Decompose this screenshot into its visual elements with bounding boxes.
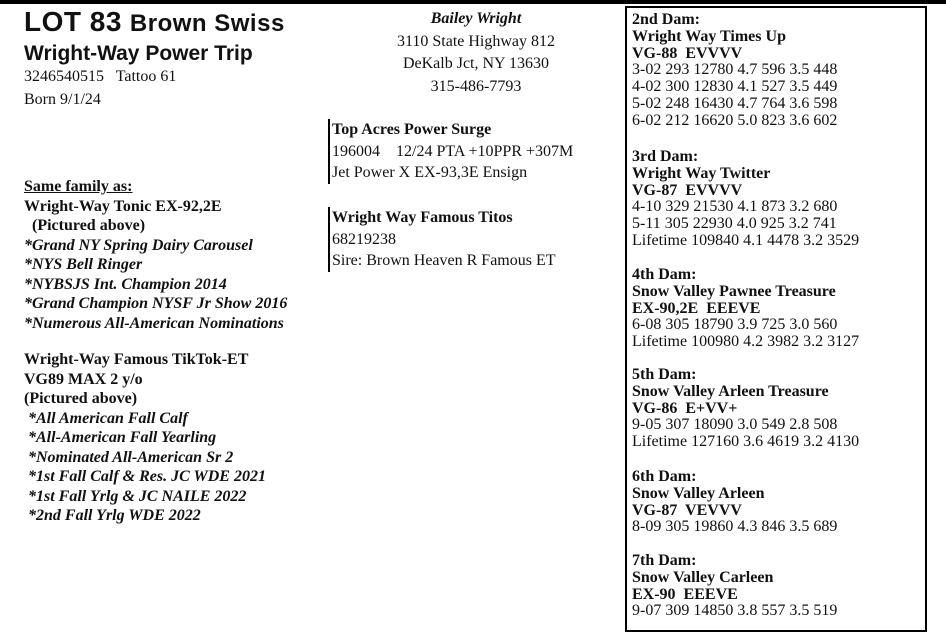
family-achievement: *NYS Bell Ringer — [24, 256, 143, 273]
dam-sire: Sire: Brown Heaven R Famous ET — [332, 252, 556, 269]
dam-record: Lifetime 127160 3.6 4619 3.2 4130 — [632, 433, 860, 451]
dam-record: 9-05 307 18090 3.0 549 2.8 508 — [632, 416, 838, 434]
tiktok-section — [24, 350, 266, 526]
family-achievement: *Grand Champion NYSF Jr Show 2016 — [24, 295, 288, 312]
tiktok-achievement: *2nd Fall Yrlg WDE 2022 — [28, 507, 201, 524]
birth-date: Born 9/1/24 — [24, 91, 101, 108]
lot-number: LOT 83 — [24, 6, 122, 37]
dam-classification: VG-88 EVVVV — [632, 44, 743, 62]
dam-record: Lifetime 109840 4.1 4478 3.2 3529 — [632, 231, 860, 249]
dam-record: 6-02 212 16620 5.0 823 3.6 602 — [632, 111, 838, 129]
family-cow-name: Wright-Way Tonic EX-92,2E — [24, 197, 222, 215]
dam-entry-name: Wright Way Twitter — [632, 164, 771, 182]
seller-phone: 315-486-7793 — [430, 77, 522, 95]
dam-label: 6th Dam: — [632, 468, 697, 485]
tiktok-achievement: *All-American Fall Yearling — [28, 429, 217, 446]
sire-pedigree: Jet Power X EX-93,3E Ensign — [332, 164, 528, 181]
family-achievement: *NYBSJS Int. Champion 2014 — [24, 275, 227, 293]
breed: Brown Swiss — [129, 10, 285, 37]
seller-address-2: DeKalb Jct, NY 13630 — [402, 55, 550, 72]
tiktok-name: Wright-Way Famous TikTok-ET — [24, 351, 249, 368]
dam-record: 4-02 300 12830 4.1 527 3.5 449 — [632, 78, 838, 96]
dam-entry-name: Wright Way Times Up — [632, 27, 786, 45]
seller-info — [330, 8, 622, 98]
dam-entry-name: Snow Valley Arleen Treasure — [632, 382, 829, 400]
dam-record: 4-10 329 21530 4.1 873 3.2 680 — [632, 198, 838, 216]
dam-classification: VG-86 E+VV+ — [632, 399, 738, 417]
tiktok-achievement: *1st Fall Yrlg & JC NAILE 2022 — [28, 487, 247, 505]
maternal-pedigree-box — [625, 6, 927, 632]
tiktok-pictured: (Pictured above) — [24, 390, 138, 407]
family-achievement: *Grand NY Spring Dairy Carousel — [24, 236, 253, 254]
sire-proof: 196004 12/24 PTA +10PPR +307M — [332, 142, 574, 160]
dam-label: 4th Dam: — [632, 266, 697, 283]
tiktok-achievement: *All American Fall Calf — [28, 409, 188, 427]
dam-entry-6th — [632, 469, 837, 536]
family-section — [24, 177, 287, 333]
dam-entry-name: Snow Valley Pawnee Treasure — [632, 282, 836, 300]
dam-name: Wright Way Famous Titos — [332, 209, 513, 226]
dam-entry-4th — [632, 267, 859, 351]
lot-heading — [24, 6, 285, 38]
family-header: Same family as: — [24, 178, 133, 195]
family-achievement: *Numerous All-American Nominations — [24, 314, 284, 332]
dam-label: 7th Dam: — [632, 552, 697, 569]
family-pictured: (Pictured above) — [24, 217, 146, 234]
registration-tattoo: 3246540515 Tattoo 61 — [24, 68, 177, 85]
dam-label: 2nd Dam: — [632, 11, 701, 28]
dam-record: 5-11 305 22930 4.0 925 3.2 741 — [632, 215, 837, 233]
seller-name: Bailey Wright — [430, 10, 522, 27]
sire-name: Top Acres Power Surge — [332, 121, 492, 138]
dam-classification: EX-90,2E EEEVE — [632, 299, 761, 317]
sire-block — [328, 119, 573, 184]
dam-classification: VG-87 EVVVV — [632, 181, 743, 199]
dam-record: 5-02 248 16430 4.7 764 3.6 598 — [632, 94, 838, 112]
dam-block — [328, 207, 556, 272]
tiktok-score: VG89 MAX 2 y/o — [24, 370, 143, 388]
dam-record: 6-08 305 18790 3.9 725 3.0 560 — [632, 316, 838, 334]
dam-id: 68219238 — [332, 230, 396, 248]
animal-name: Wright-Way Power Trip — [24, 42, 253, 65]
dam-label: 3rd Dam: — [632, 148, 699, 165]
dam-entry-5th — [632, 367, 859, 451]
top-rule — [0, 0, 946, 4]
seller-address-1: 3110 State Highway 812 — [396, 32, 556, 50]
dam-record: 9-07 309 14850 3.8 557 3.5 519 — [632, 602, 838, 620]
dam-entry-3rd — [632, 149, 859, 250]
dam-classification: EX-90 EEEVE — [632, 585, 738, 603]
dam-label: 5th Dam: — [632, 366, 697, 383]
tiktok-achievement: *1st Fall Calf & Res. JC WDE 2021 — [28, 468, 266, 485]
dam-classification: VG-87 VEVVV — [632, 501, 742, 519]
dam-entry-7th — [632, 553, 837, 620]
dam-record: 3-02 293 12780 4.7 596 3.5 448 — [632, 61, 838, 79]
dam-entry-2nd — [632, 12, 837, 130]
dam-record: Lifetime 100980 4.2 3982 3.2 3127 — [632, 333, 860, 351]
tiktok-achievement: *Nominated All-American Sr 2 — [28, 448, 234, 466]
dam-entry-name: Snow Valley Carleen — [632, 568, 774, 586]
dam-entry-name: Snow Valley Arleen — [632, 484, 765, 502]
dam-record: 8-09 305 19860 4.3 846 3.5 689 — [632, 518, 838, 536]
